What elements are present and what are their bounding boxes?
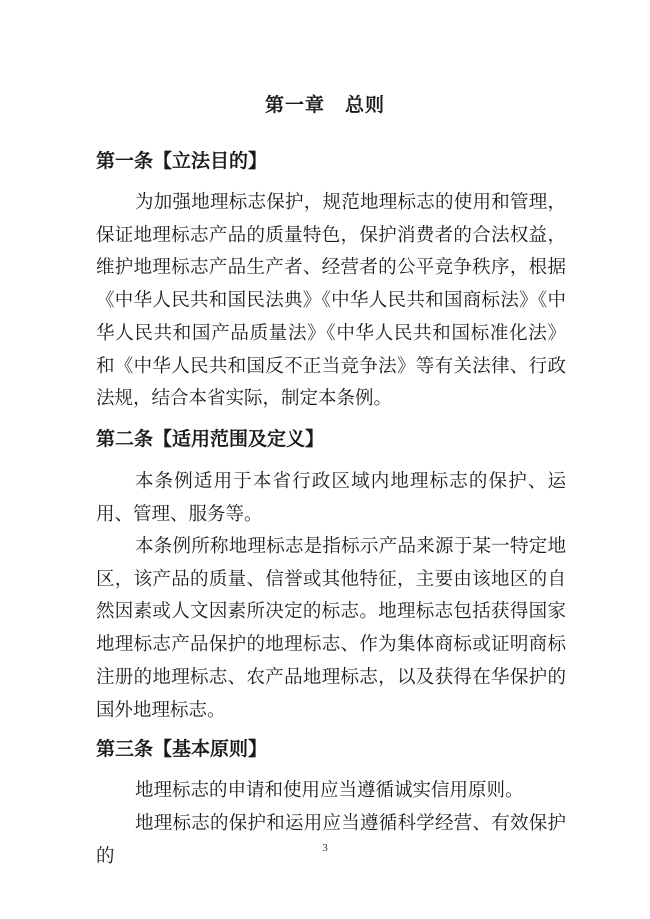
article-3-paragraph-2: 地理标志的保护和运用应当遵循科学经营、有效保护的 <box>96 813 566 867</box>
article-1-paragraph-1: 为加强地理标志保护，规范地理标志的使用和管理，保证地理标志产品的质量特色，保护消费者的合法权益，维护地理标志产品生产者、经营者的公平竞争秩序，根据《中华人民共和国民法典》《中华人民共和国商标法》《中华人民共和国产品质量法》《中华人民共和国标准化法》和《中华人民共和国反不正当竞争法》等有关法律、行政法规，结合本省实际，制定本条例。 <box>96 192 566 410</box>
article-heading-1: 第一条【立法目的】 <box>96 150 268 172</box>
chapter-title: 第一章 总则 <box>264 94 385 116</box>
article-heading-3: 第三条【基本原则】 <box>96 738 268 760</box>
article-2-paragraph-2: 本条例所称地理标志是指标示产品来源于某一特定地区，该产品的质量、信誉或其他特征，主要由该地区的自然因素或人文因素所决定的标志。地理标志包括获得国家地理标志产品保护的地理标志、作为集体商标或证明商标注册的地理标志、农产品地理标志，以及获得在华保护的国外地理标志。 <box>96 536 566 721</box>
article-2-paragraph-1: 本条例适用于本省行政区域内地理标志的保护、运用、管理、服务等。 <box>96 471 566 525</box>
page-number: 3 <box>322 842 328 854</box>
article-3-paragraph-1: 地理标志的申请和使用应当遵循诚实信用原则。 <box>135 780 524 801</box>
article-heading-2: 第二条【适用范围及定义】 <box>96 428 325 450</box>
